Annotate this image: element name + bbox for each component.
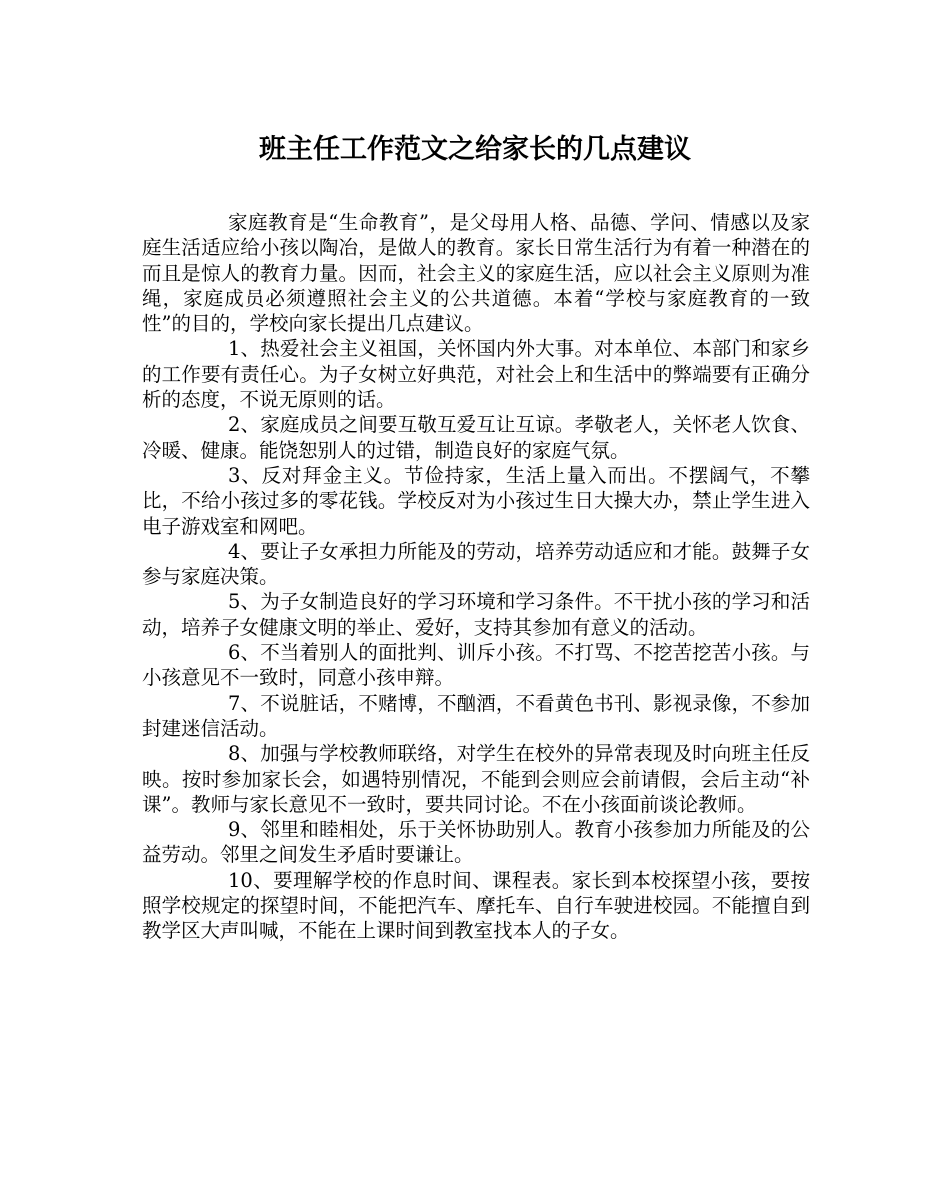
suggestion-9: 9、邻里和睦相处，乐于关怀协助别人。教育小孩参加力所能及的公益劳动。邻里之间发生矛盾时要谦让。 bbox=[142, 818, 810, 867]
suggestion-2: 2、家庭成员之间要互敬互爱互让互谅。孝敬老人，关怀老人饮食、冷暖、健康。能饶恕别人的过错，制造良好的家庭气氛。 bbox=[142, 413, 810, 462]
suggestion-10: 10、要理解学校的作息时间、课程表。家长到本校探望小孩，要按照学校规定的探望时间，不能把汽车、摩托车、自行车驶进校园。不能擅自到教学区大声叫喊，不能在上课时间到教室找本人的子女。 bbox=[142, 868, 810, 943]
intro-paragraph: 家庭教育是“生命教育”，是父母用人格、品德、学问、情感以及家庭生活适应给小孩以陶冶，是做人的教育。家长日常生活行为有着一种潜在的而且是惊人的教育力量。因而，社会主义的家庭生活，应以社会主义原则为准绳，家庭成员必须遵照社会主义的公共道德。本着“学校与家庭教育的一致性”的目的，学校向家长提出几点建议。 bbox=[142, 211, 810, 336]
suggestion-3: 3、反对拜金主义。节俭持家，生活上量入而出。不摆阔气，不攀比，不给小孩过多的零花钱。学校反对为小孩过生日大操大办，禁止学生进入电子游戏室和网吧。 bbox=[142, 463, 810, 538]
document-body bbox=[142, 210, 810, 944]
suggestion-6: 6、不当着别人的面批判、训斥小孩。不打骂、不挖苦挖苦小孩。与小孩意见不一致时，同意小孩申辩。 bbox=[142, 641, 810, 690]
suggestion-8: 8、加强与学校教师联络，对学生在校外的异常表现及时向班主任反映。按时参加家长会，如遇特别情况，不能到会则应会前请假，会后主动“补课”。教师与家长意见不一致时，要共同讨论。不在小孩面前谈论教师。 bbox=[142, 742, 810, 816]
suggestion-7: 7、不说脏话，不赌博，不酗酒，不看黄色书刊、影视录像，不参加封建迷信活动。 bbox=[142, 691, 810, 740]
document-title: 班主任工作范文之给家长的几点建议 bbox=[259, 134, 691, 165]
suggestion-4: 4、要让子女承担力所能及的劳动，培养劳动适应和才能。鼓舞子女参与家庭决策。 bbox=[142, 539, 810, 589]
suggestion-5: 5、为子女制造良好的学习环境和学习条件。不干扰小孩的学习和活动，培养子女健康文明的举止、爱好，支持其参加有意义的活动。 bbox=[142, 590, 810, 639]
suggestion-1: 1、热爱社会主义祖国，关怀国内外大事。对本单位、本部门和家乡的工作要有责任心。为子女树立好典范，对社会上和生活中的弊端要有正确分析的态度，不说无原则的话。 bbox=[142, 337, 810, 412]
